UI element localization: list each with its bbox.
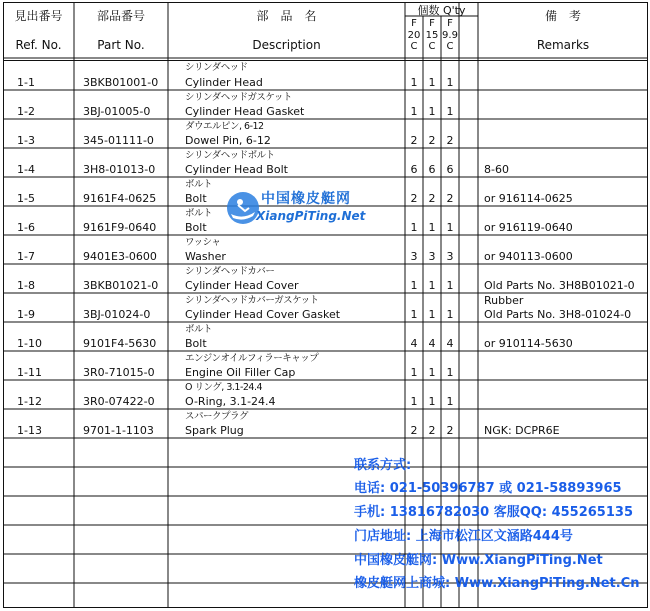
- table-row-qty: 2: [428, 134, 436, 147]
- table-row-qty: 2: [446, 134, 454, 147]
- table-row-part: 3BKB01021-0: [83, 279, 159, 292]
- table-row-qty: 2: [428, 192, 436, 205]
- table-row-desc-jp: シリンダヘッドカバー: [185, 266, 275, 277]
- table-row-qty: 3: [446, 250, 454, 263]
- header-part-jp: 部品番号: [96, 9, 145, 23]
- table-row-qty: 1: [446, 395, 454, 408]
- table-row-qty: 4: [446, 337, 454, 350]
- table-row-remark-2: or 940113-0600: [484, 250, 573, 263]
- table-row-desc-en: Engine Oil Filler Cap: [185, 366, 296, 379]
- table-row-part: 3R0-71015-0: [83, 366, 155, 379]
- table-row-qty: 1: [428, 366, 436, 379]
- table-row-qty: 1: [428, 221, 436, 234]
- table-row-qty: 1: [428, 395, 436, 408]
- table-row-qty: 2: [428, 424, 436, 437]
- table-row-desc-en: Bolt: [185, 221, 207, 234]
- table-row-qty: 1: [446, 221, 454, 234]
- table-row-desc-en: O-Ring, 3.1-24.4: [185, 395, 276, 408]
- table-row-desc-jp: シリンダヘッドカバーガスケット: [185, 295, 319, 306]
- table-row-ref: 1-1: [17, 76, 35, 89]
- header-remarks-jp: 備 考: [544, 9, 581, 23]
- table-row-desc-jp: シリンダヘッド: [185, 62, 248, 73]
- table-row-ref: 1-3: [17, 134, 35, 147]
- contact-address: 门店地址: 上海市松江区文涵路444号: [354, 529, 573, 544]
- table-row-desc-jp: ボルト: [185, 208, 213, 219]
- table-row-part: 9101F4-5630: [83, 337, 157, 350]
- watermark-url: XiangPiTing.Net: [256, 209, 366, 223]
- table-row-desc-en: Cylinder Head Gasket: [185, 105, 305, 118]
- table-row-ref: 1-9: [17, 308, 35, 321]
- table-row-desc-jp: シリンダヘッドガスケット: [185, 92, 292, 103]
- table-row-ref: 1-10: [17, 337, 42, 350]
- table-row-part: 9701-1-1103: [83, 424, 154, 437]
- table-row-ref: 1-5: [17, 192, 35, 205]
- table-row-desc-jp: ボルト: [185, 179, 213, 190]
- table-row-desc-jp: エンジンオイルフィラーキャップ: [185, 353, 319, 364]
- table-row-ref: 1-8: [17, 279, 35, 292]
- header-qty-col-3: F 9.9 C: [442, 18, 458, 52]
- table-row-desc-jp: ダウエルピン, 6-12: [185, 121, 264, 132]
- table-row-qty: 4: [428, 337, 436, 350]
- table-row-qty: 1: [446, 105, 454, 118]
- table-row-remark-2: or 916114-0625: [484, 192, 573, 205]
- table-row-ref: 1-7: [17, 250, 35, 263]
- table-row-remark-1: Rubber: [484, 294, 524, 307]
- table-row-qty: 3: [428, 250, 436, 263]
- contact-heading: 联系方式:: [354, 458, 412, 473]
- table-row-part: 9161F4-0625: [83, 192, 157, 205]
- contact-site-1[interactable]: 中国橡皮艇网: Www.XiangPiTing.Net: [354, 553, 603, 568]
- table-row-qty: 1: [428, 105, 436, 118]
- header-remarks-en: Remarks: [536, 38, 590, 52]
- table-row-qty: 1: [428, 308, 436, 321]
- table-row-ref: 1-2: [17, 105, 35, 118]
- table-row-qty: 4: [410, 337, 418, 350]
- table-row-qty: 1: [446, 366, 454, 379]
- table-row-desc-en: Bolt: [185, 192, 207, 205]
- table-row-ref: 1-4: [17, 163, 35, 176]
- table-row-ref: 1-12: [17, 395, 42, 408]
- table-row-remark-2: 8-60: [484, 163, 509, 176]
- table-row-qty: 2: [410, 134, 418, 147]
- table-row-qty: 2: [446, 424, 454, 437]
- table-row-part: 3H8-01013-0: [83, 163, 156, 176]
- table-row-ref: 1-11: [17, 366, 42, 379]
- table-row-ref: 1-13: [17, 424, 42, 437]
- header-ref-en: Ref. No.: [15, 38, 62, 52]
- table-row-desc-en: Cylinder Head Cover: [185, 279, 299, 292]
- header-part-en: Part No.: [97, 38, 145, 52]
- table-row-qty: 1: [410, 105, 418, 118]
- table-row-desc-en: Spark Plug: [185, 424, 244, 437]
- table-row-qty: 1: [446, 308, 454, 321]
- table-row-qty: 1: [410, 366, 418, 379]
- table-row-qty: 2: [446, 192, 454, 205]
- table-row-remark-2: or 916119-0640: [484, 221, 573, 234]
- table-row-part: 3R0-07422-0: [83, 395, 155, 408]
- table-row-remark-2: NGK: DCPR6E: [484, 424, 560, 437]
- table-row-desc-jp: ワッシャ: [185, 237, 221, 248]
- watermark-title: 中国橡皮艇网: [261, 191, 351, 207]
- table-row-qty: 2: [410, 424, 418, 437]
- table-row-desc-en: Cylinder Head Cover Gasket: [185, 308, 341, 321]
- table-row-qty: 1: [410, 221, 418, 234]
- table-row-qty: 6: [446, 163, 454, 176]
- table-row-desc-jp: O リング, 3.1-24.4: [185, 382, 263, 393]
- table-row-qty: 6: [428, 163, 436, 176]
- parts-list-sheet: [3, 2, 648, 608]
- table-row-remark-2: or 910114-5630: [484, 337, 573, 350]
- table-row-remark-2: Old Parts No. 3H8B01021-0: [484, 279, 635, 292]
- contact-phone: 电话: 021-50396787 或 021-58893965: [354, 481, 622, 496]
- table-row-desc-jp: ボルト: [185, 324, 213, 335]
- header-qty: 個数 Q'ty: [417, 4, 466, 17]
- table-row-qty: 1: [410, 308, 418, 321]
- table-row-qty: 1: [428, 76, 436, 89]
- table-row-qty: 1: [428, 279, 436, 292]
- header-qty-col-1: F 20 C: [407, 18, 421, 52]
- table-row-qty: 1: [446, 279, 454, 292]
- header-desc-jp: 部 品 名: [256, 9, 317, 23]
- table-row-qty: 1: [410, 395, 418, 408]
- table-row-part: 3BKB01001-0: [83, 76, 159, 89]
- table-row-qty: 6: [410, 163, 418, 176]
- header-ref-jp: 見出番号: [14, 9, 63, 23]
- table-row-part: 345-01111-0: [83, 134, 154, 147]
- table-row-part: 3BJ-01005-0: [83, 105, 151, 118]
- table-row-desc-en: Dowel Pin, 6-12: [185, 134, 271, 147]
- table-row-part: 9401E3-0600: [83, 250, 157, 263]
- table-row-part: 3BJ-01024-0: [83, 308, 151, 321]
- table-row-qty: 1: [446, 76, 454, 89]
- table-row-desc-en: Cylinder Head: [185, 76, 263, 89]
- table-row-part: 9161F9-0640: [83, 221, 157, 234]
- table-row-ref: 1-6: [17, 221, 35, 234]
- table-row-desc-en: Bolt: [185, 337, 207, 350]
- table-row-desc-en: Washer: [185, 250, 226, 263]
- table-row-qty: 3: [410, 250, 418, 263]
- contact-site-2[interactable]: 橡皮艇网上商城: Www.XiangPiTing.Net.Cn: [354, 576, 640, 591]
- table-row-qty: 2: [410, 192, 418, 205]
- table-row-remark-2: Old Parts No. 3H8-01024-0: [484, 308, 632, 321]
- contact-mobile: 手机: 13816782030 客服QQ: 455265135: [354, 505, 633, 520]
- table-row-desc-en: Cylinder Head Bolt: [185, 163, 288, 176]
- table-row-desc-jp: スパークプラグ: [185, 411, 249, 422]
- table-row-desc-jp: シリンダヘッドボルト: [185, 150, 275, 161]
- header-qty-col-2: F 15 C: [425, 18, 439, 52]
- table-row-qty: 1: [410, 279, 418, 292]
- table-row-qty: 1: [410, 76, 418, 89]
- header-desc-en: Description: [252, 38, 321, 52]
